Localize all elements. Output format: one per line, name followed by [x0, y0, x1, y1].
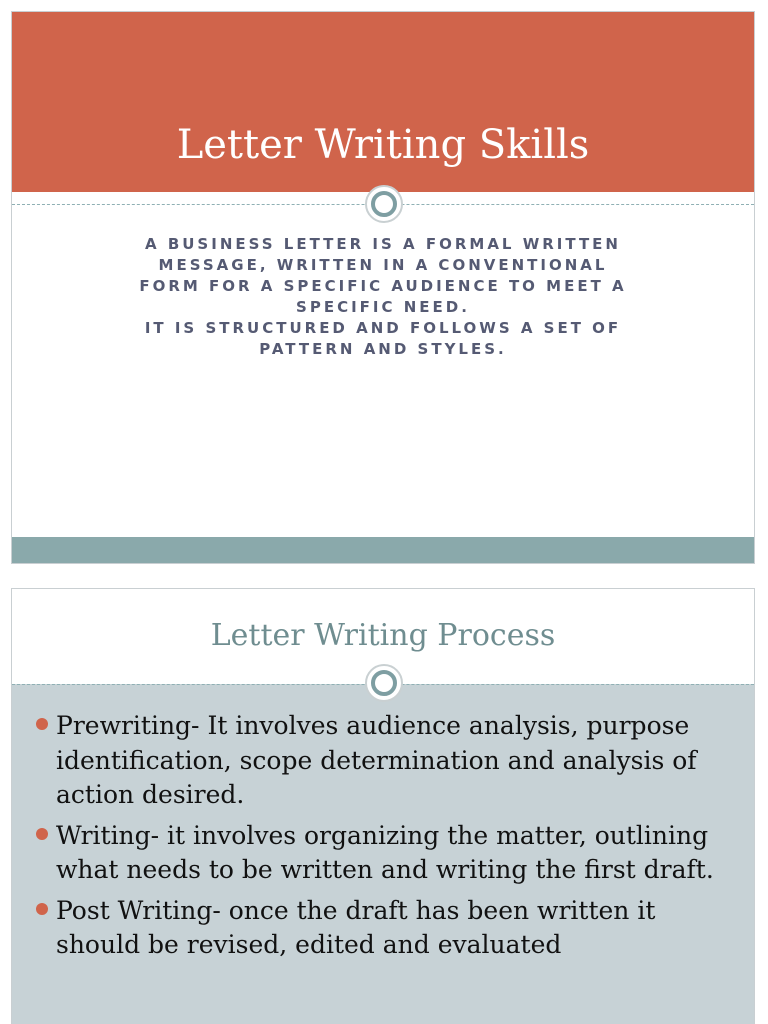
slide-subtitle: [112, 234, 654, 360]
bullet-text: Prewriting- It involves audience analysis, purpose identification, scope determination and analysis of action desired.: [56, 711, 697, 809]
bullet-dot-icon: [36, 903, 48, 915]
footer-band: [12, 537, 754, 563]
list-item: [36, 819, 736, 888]
slide-letter-writing-skills: [12, 12, 754, 563]
subtitle-line: FORM FOR A SPECIFIC AUDIENCE TO MEET A: [139, 277, 627, 295]
subtitle-line: MESSAGE, WRITTEN IN A CONVENTIONAL: [158, 256, 608, 274]
slide-letter-writing-process: [12, 589, 754, 1024]
list-item: [36, 894, 736, 963]
bullet-dot-icon: [36, 828, 48, 840]
list-item: [36, 709, 736, 813]
subtitle-line: A BUSINESS LETTER IS A FORMAL WRITTEN: [144, 235, 621, 253]
slide-title: Letter Writing Process: [210, 618, 556, 653]
ring-divider-icon: [365, 185, 403, 223]
bullet-text: Post Writing- once the draft has been written it should be revised, edited and evaluated: [56, 895, 656, 959]
bullet-text: Writing- it involves organizing the matter, outlining what needs to be written and writing the first draft.: [56, 820, 714, 884]
subtitle-line: PATTERN AND STYLES.: [259, 340, 507, 358]
subtitle-line: IT IS STRUCTURED AND FOLLOWS A SET OF: [144, 319, 622, 337]
subtitle-line: SPECIFIC NEED.: [296, 298, 470, 316]
slide-title: Letter Writing Skills: [176, 122, 590, 168]
ring-divider-icon: [365, 664, 403, 702]
bullet-list: [36, 709, 736, 969]
bullet-dot-icon: [36, 718, 48, 730]
